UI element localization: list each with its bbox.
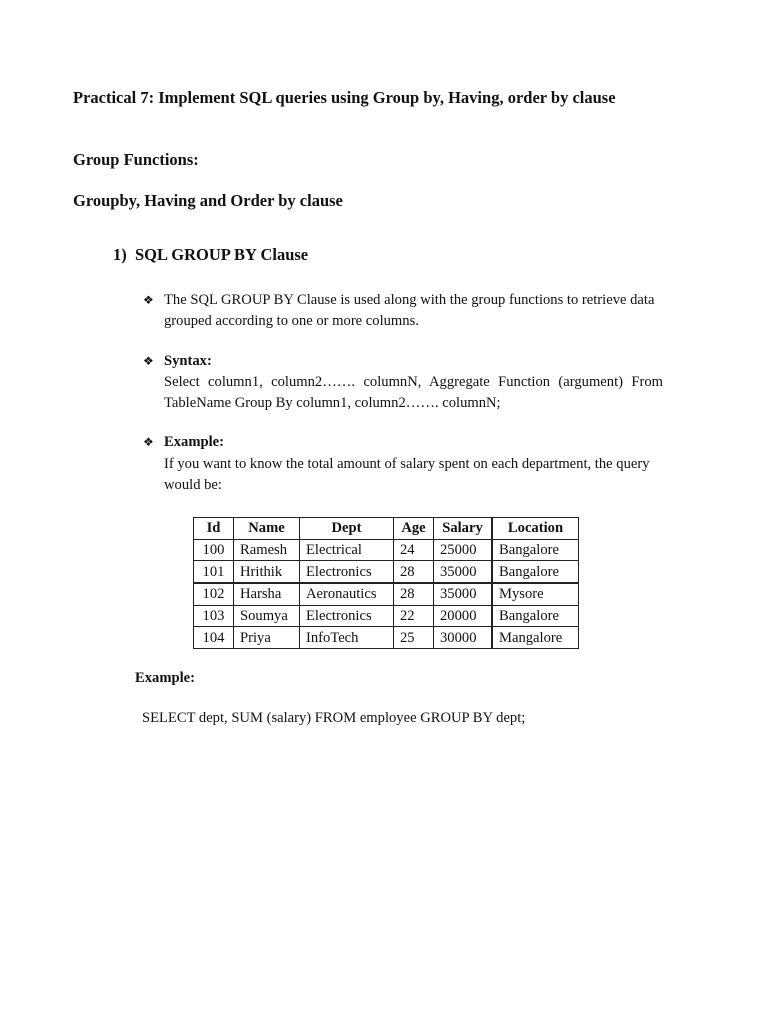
cell-salary: 35000 [434,583,493,605]
header-location: Location [492,518,579,540]
bullet-text-line: The SQL GROUP BY Clause is used along with the group functions to retrieve data [164,292,655,308]
sql-query: SELECT dept, SUM (salary) FROM employee GROUP BY dept; [142,710,526,726]
cell-name: Hrithik [234,561,300,583]
cell-location: Mangalore [492,627,579,649]
cell-id: 101 [194,561,234,583]
diamond-bullet-icon: ❖ [143,435,154,449]
diamond-bullet-icon: ❖ [143,293,154,307]
cell-dept: InfoTech [300,627,394,649]
employee-table [193,517,579,649]
cell-dept: Electrical [300,539,394,561]
header-salary: Salary [434,518,493,540]
example-line: would be: [164,477,222,493]
diamond-bullet-icon: ❖ [143,354,154,368]
cell-age: 24 [394,539,434,561]
heading-group-functions: Group Functions: [73,150,199,169]
section-number: 1) [113,245,127,264]
syntax-label: Syntax: [164,353,212,369]
cell-location: Bangalore [492,539,579,561]
example-line: If you want to know the total amount of salary spent on each department, the query [164,456,650,472]
example-label-2: Example: [135,670,195,686]
cell-salary: 20000 [434,605,493,627]
table-header-row [194,518,579,540]
page-title: Practical 7: Implement SQL queries using Group by, Having, order by clause [73,88,616,107]
table-row [194,583,579,605]
cell-dept: Aeronautics [300,583,394,605]
table-row [194,539,579,561]
cell-dept: Electronics [300,561,394,583]
cell-age: 25 [394,627,434,649]
cell-id: 102 [194,583,234,605]
cell-id: 104 [194,627,234,649]
cell-id: 100 [194,539,234,561]
cell-age: 28 [394,561,434,583]
section-title: SQL GROUP BY Clause [135,245,309,264]
cell-name: Ramesh [234,539,300,561]
cell-location: Bangalore [492,561,579,583]
syntax-line: Select column1, column2……. columnN, Aggregate Function (argument) From [164,374,663,390]
section-heading [113,245,308,265]
syntax-line: TableName Group By column1, column2……. columnN; [164,395,501,411]
heading-groupby-having-orderby: Groupby, Having and Order by clause [73,191,343,210]
cell-age: 28 [394,583,434,605]
cell-location: Bangalore [492,605,579,627]
table-row [194,561,579,583]
bullet-text-line: grouped according to one or more columns. [164,313,419,329]
cell-age: 22 [394,605,434,627]
table-row [194,605,579,627]
table-row [194,627,579,649]
cell-name: Priya [234,627,300,649]
cell-name: Harsha [234,583,300,605]
cell-salary: 35000 [434,561,493,583]
cell-dept: Electronics [300,605,394,627]
example-label: Example: [164,434,224,450]
header-id: Id [194,518,234,540]
cell-location: Mysore [492,583,579,605]
header-age: Age [394,518,434,540]
header-name: Name [234,518,300,540]
cell-name: Soumya [234,605,300,627]
cell-salary: 25000 [434,539,493,561]
cell-salary: 30000 [434,627,493,649]
cell-id: 103 [194,605,234,627]
header-dept: Dept [300,518,394,540]
